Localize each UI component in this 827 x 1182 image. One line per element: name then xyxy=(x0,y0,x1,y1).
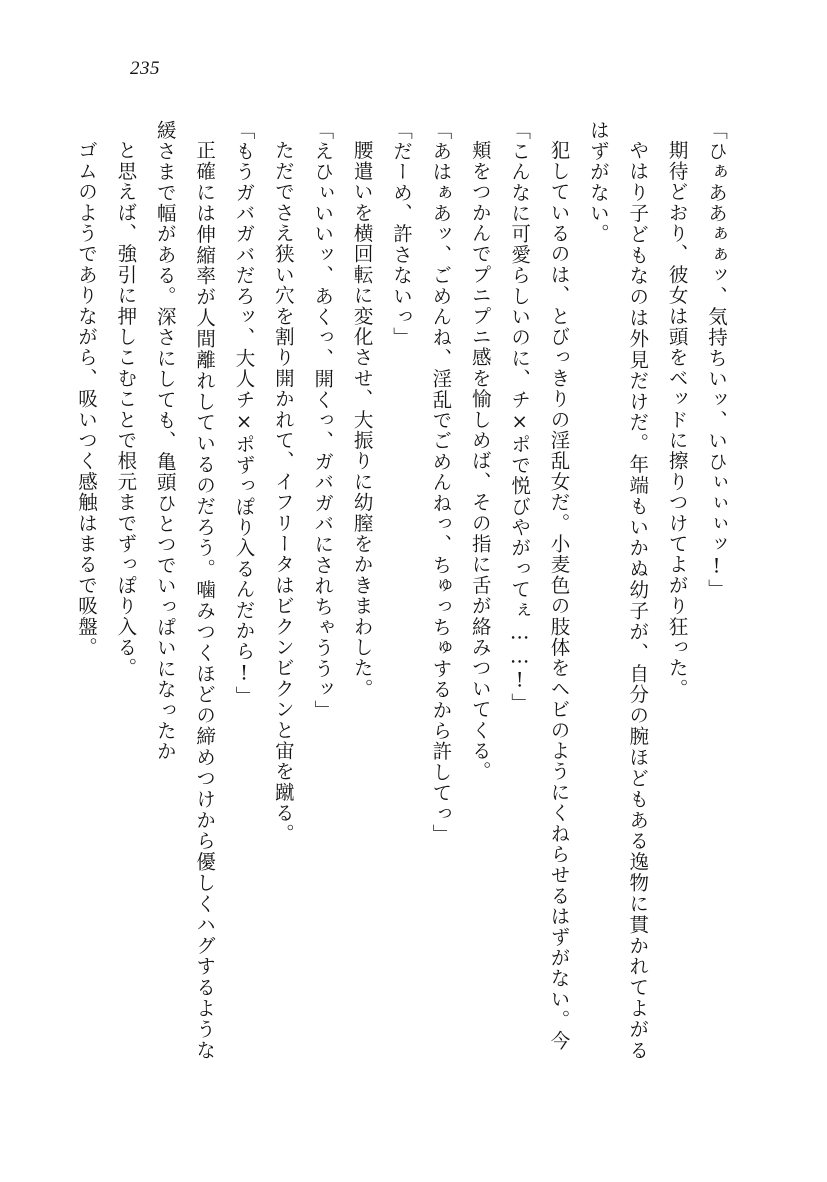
paragraph: 「だーめ、許さないっ」 xyxy=(390,120,413,348)
page-number: 235 xyxy=(130,58,160,79)
paragraph: ゴムのようでありながら、吸いつく感触はまるで吸盤。 xyxy=(75,139,98,657)
paragraph: やはり子どもなのは外見だけだ。年端もいかぬ幼子が、自分の腕ほどもある逸物に貫かれてよがるはずがない。 xyxy=(586,120,650,1060)
paragraph: 頬をつかんでプニプニ感を愉しめば、その指に舌が絡みついてくる。 xyxy=(468,139,492,782)
paragraph: 「もうガバガバだろッ、大人チ×ポずっぽり入るんだから!」 xyxy=(232,120,256,707)
paragraph: 期待どおり、彼女は頭をベッドに擦りつけてよがり狂った。 xyxy=(665,139,689,699)
paragraph: 「あはぁあッ、ごめんね、淫乱でごめんねっ、ちゅっちゅするから許してっ」 xyxy=(429,120,453,845)
paragraph: 正確には伸縮率が人間離れしているのだろう。噛みつくほどの締めつけから優しくハグするような緩さまで幅がある。深さにしても、亀頭ひとつでいっぱいになったか xyxy=(153,120,217,1060)
paragraph: ただでさえ狭い穴を割り開かれて、イフリータはビクンビクンと宙を蹴る。 xyxy=(271,139,295,844)
paragraph: 犯しているのは、とびっきりの淫乱女だ。小麦色の肢体をヘビのようにくねらせるはずがない。今 xyxy=(547,139,571,1051)
paragraph: 腰遣いを横回転に変化させ、大振りに幼膣をかきまわした。 xyxy=(350,139,374,699)
paragraph: 「ひぁああぁぁッ、気持ちいッ、いひぃぃぃッ!」 xyxy=(705,120,728,600)
paragraph: と思えば、強引に押しこむことで根元までずっぽり入る。 xyxy=(114,139,138,678)
paragraph: 「えひぃいいッ、あくっ、開くっ、ガバガバにされちゃううッ」 xyxy=(311,120,335,721)
paragraph: 「こんなに可愛らしいのに、チ×ポで悦びやがってぇ……!」 xyxy=(508,120,532,714)
page-body-text xyxy=(75,120,736,1060)
